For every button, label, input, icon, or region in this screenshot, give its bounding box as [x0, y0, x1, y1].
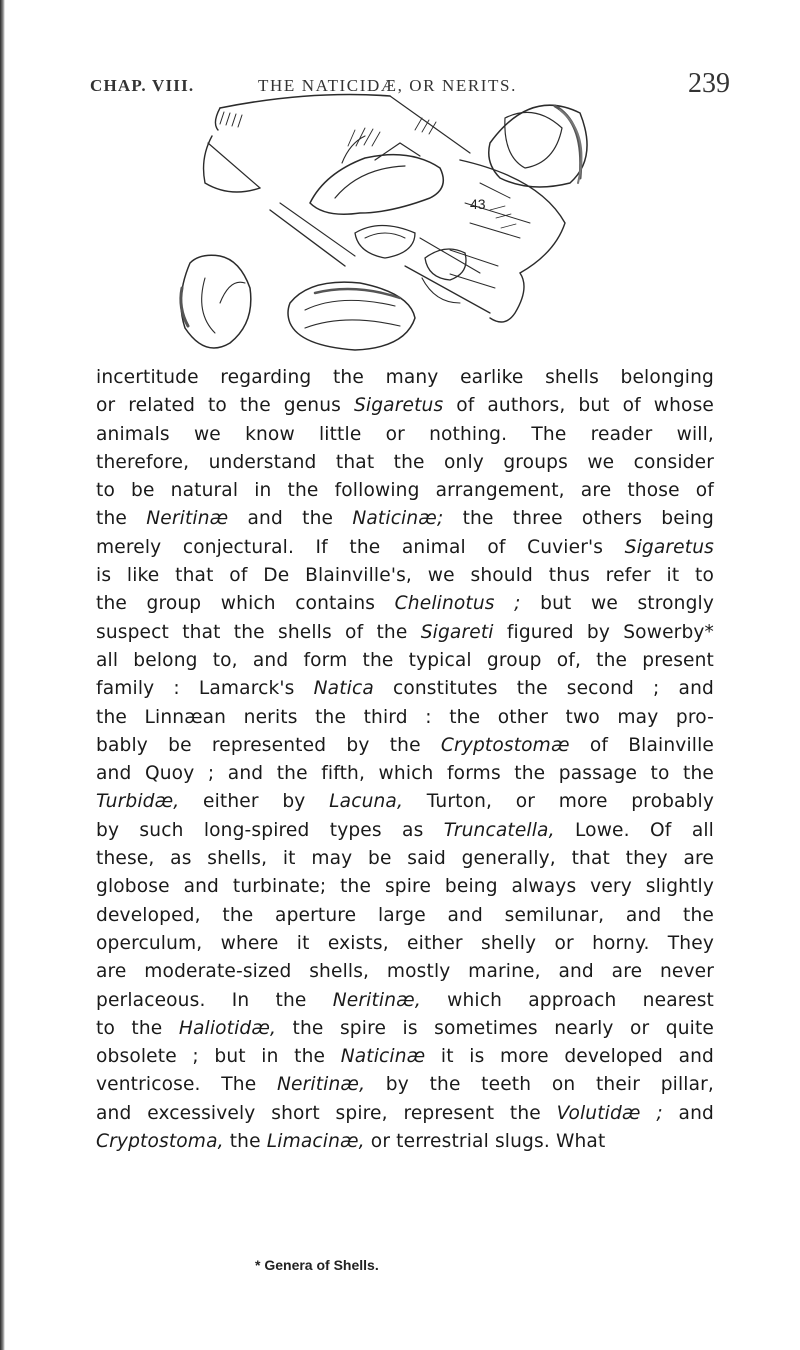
text-run: to the [96, 1017, 179, 1039]
shell-diagram-drawing [160, 88, 620, 358]
text-line [96, 590, 714, 618]
italic-term: Cryptostoma, [96, 1131, 224, 1153]
text-line [96, 930, 714, 958]
italic-term: Sigareti [420, 621, 494, 643]
chapter-label: CHAP. VIII. [90, 76, 195, 95]
text-line [96, 364, 714, 392]
text-line [96, 1128, 714, 1156]
page-number: 239 [688, 68, 730, 99]
text-run: operculum, where it exists, either shelly or horny. They [96, 932, 714, 954]
italic-term: Sigaretus [353, 395, 444, 417]
text-run: the three others being [443, 508, 715, 530]
text-run: and excessively short spire, represent the [96, 1102, 557, 1124]
italic-term: Lacuna, [329, 791, 404, 813]
text-line [96, 675, 714, 703]
text-line [96, 477, 714, 505]
text-line [96, 392, 714, 420]
shell-diagram-figure [160, 88, 620, 358]
text-run: constitutes the second ; and [373, 678, 714, 700]
text-line [96, 1015, 714, 1043]
footnote: * Genera of Shells. [255, 1257, 379, 1273]
italic-term: Haliotidæ, [178, 1017, 277, 1039]
text-run: either by [179, 791, 330, 813]
italic-term: Turbidæ, [96, 791, 180, 813]
text-run: bably be represented by the [96, 734, 441, 756]
text-line [96, 788, 714, 816]
text-run: perlaceous. In the [96, 989, 333, 1011]
italic-term: Volutidæ ; [556, 1102, 663, 1124]
text-run: incertitude regarding the many earlike shells belonging [96, 367, 714, 388]
text-run: Lowe. Of all [554, 819, 714, 841]
text-line [96, 449, 714, 477]
text-run: or terrestrial slugs. What [364, 1131, 606, 1153]
text-run: therefore, understand that the only groups we consider [96, 451, 714, 473]
text-line [96, 647, 714, 675]
italic-term: Naticinæ; [352, 508, 444, 530]
text-run: the [223, 1131, 267, 1153]
running-title: THE NATICIDÆ, OR NERITS. [258, 76, 517, 95]
text-run: which approach nearest [420, 989, 714, 1011]
italic-term: Naticinæ [340, 1046, 426, 1068]
text-run: and the [228, 508, 353, 530]
text-run: is like that of De Blainville's, we should thus refer it to [96, 565, 714, 587]
italic-term: Neritinæ [146, 508, 229, 530]
text-line [96, 902, 714, 930]
italic-term: Natica [313, 678, 374, 700]
text-line [96, 987, 714, 1015]
figure-number: 43 [470, 196, 486, 212]
text-run: of authors, but of whose [443, 395, 715, 417]
text-run: animals we know little or nothing. The reader will, [96, 423, 714, 445]
text-run: by the teeth on their pillar, [365, 1074, 714, 1096]
text-line [96, 1071, 714, 1099]
text-line [96, 1043, 714, 1071]
text-run: the spire is sometimes nearly or quite [276, 1017, 714, 1039]
text-run: obsolete ; but in the [96, 1046, 341, 1068]
text-run: Turton, or more probably [403, 791, 715, 813]
text-run: the group which contains [96, 593, 395, 615]
text-run: ventricose. The [96, 1074, 277, 1096]
text-run: merely conjectural. If the animal of Cuvier's [96, 536, 625, 558]
text-line [96, 873, 714, 901]
italic-term: Truncatella, [443, 819, 555, 841]
text-line [96, 421, 714, 449]
text-run: and [662, 1102, 714, 1124]
text-line [96, 845, 714, 873]
italic-term: Neritinæ, [332, 989, 421, 1011]
text-run: globose and turbinate; the spire being always very slightly [96, 876, 714, 898]
text-run: figured by Sowerby* [493, 621, 715, 643]
text-run: all belong to, and form the typical group of, the present [96, 649, 714, 671]
body-text [96, 364, 714, 1156]
text-line [96, 958, 714, 986]
italic-term: Cryptostomæ [440, 734, 570, 756]
text-run: are moderate-sized shells, mostly marine, and are never [96, 961, 714, 983]
text-run: the [96, 508, 147, 530]
text-run: and Quoy ; and the fifth, which forms the passage to the [96, 763, 714, 785]
text-run: by such long-spired types as [96, 819, 444, 841]
text-run: suspect that the shells of the [96, 621, 421, 643]
text-line [96, 619, 714, 647]
italic-term: Chelinotus ; [394, 593, 521, 615]
text-run: or related to the genus [96, 395, 354, 417]
italic-term: Sigaretus [624, 536, 714, 558]
text-run: but we strongly [520, 593, 715, 615]
text-line [96, 760, 714, 788]
italic-term: Neritinæ, [276, 1074, 366, 1096]
text-run: it is more developed and [425, 1046, 714, 1068]
text-line [96, 817, 714, 845]
text-run: the Linnæan nerits the third : the other two may pro- [96, 706, 714, 728]
text-run: developed, the aperture large and semilunar, and the [96, 904, 714, 926]
text-line [96, 732, 714, 760]
text-run: to be natural in the following arrangement, are those of [96, 480, 714, 502]
text-line [96, 704, 714, 732]
text-run: of Blainville [569, 734, 714, 756]
text-run: these, as shells, it may be said generally, that they are [96, 848, 714, 870]
italic-term: Limacinæ, [266, 1131, 365, 1153]
text-line [96, 534, 714, 562]
text-line [96, 562, 714, 590]
text-line [96, 505, 714, 533]
text-run: family : Lamarck's [96, 678, 314, 700]
text-line [96, 1100, 714, 1128]
page-left-edge [0, 0, 5, 1350]
